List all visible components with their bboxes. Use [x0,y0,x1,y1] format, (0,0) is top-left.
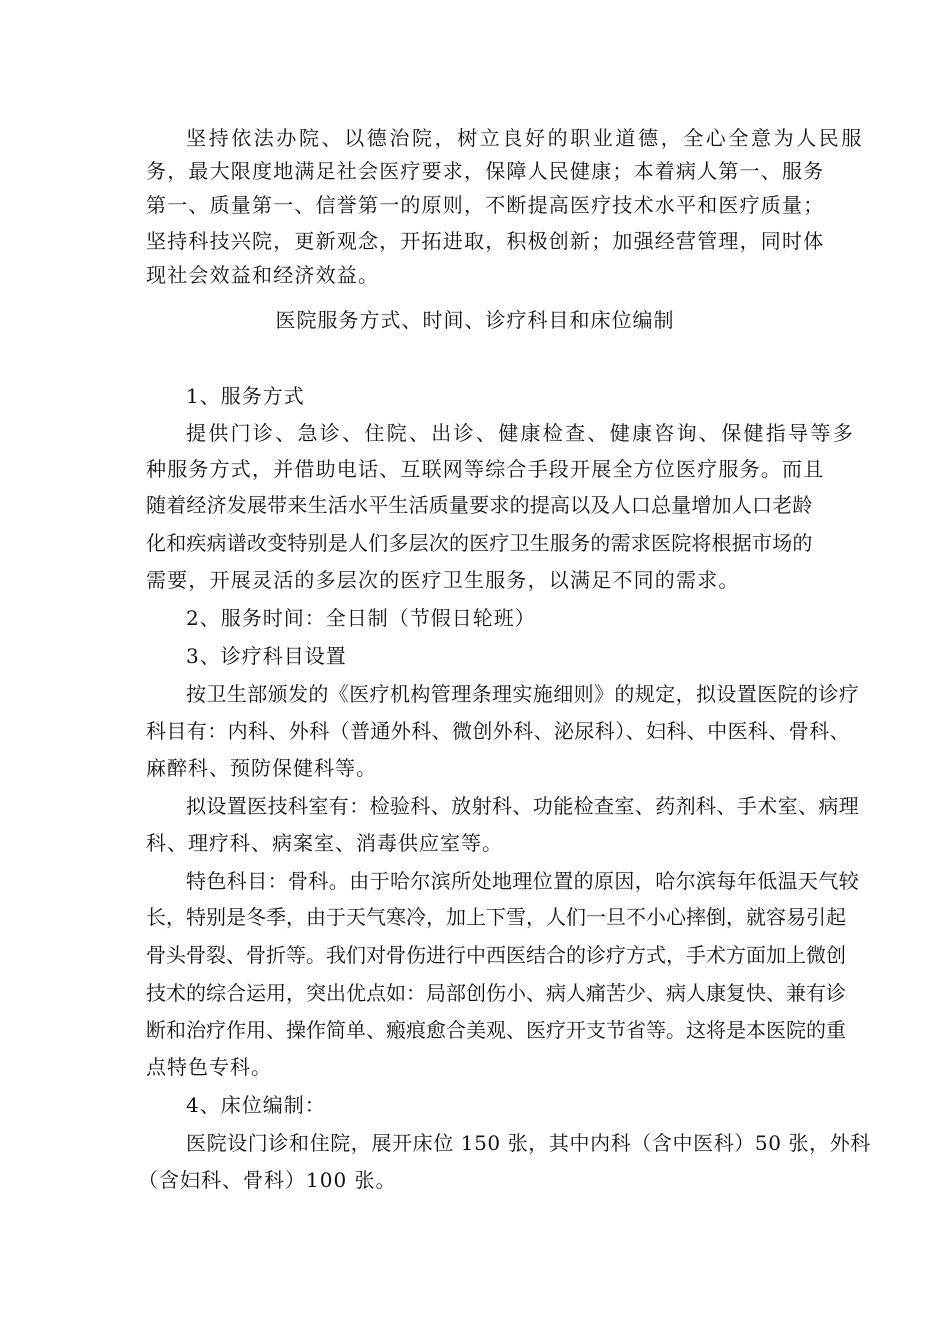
intro-line-4: 坚持科技兴院，更新观念，开拓进取，积极创新；加强经营管理，同时体 [146,229,825,253]
featured-line-5: 断和治疗作用、操作简单、瘢痕愈合美观、医疗开支节省等。这将是本医院的重 [146,1018,846,1042]
service-mode-line-3: 随着经济发展带来生活水平生活质量要求的提高以及人口总量增加人口老龄 [146,493,813,517]
intro-line-3: 第一、质量第一、信誉第一的原则，不断提高医疗技术水平和医疗质量； [146,193,825,217]
service-mode-line-2: 种服务方式，并借助电话、互联网等综合手段开展全方位医疗服务。而且 [146,457,825,481]
beds-heading: 4、床位编制： [186,1093,326,1117]
medtech-line-1: 拟设置医技科室有：检验科、放射科、功能检查室、药剂科、手术室、病理 [186,794,860,818]
featured-line-6: 点特色专科。 [146,1055,272,1079]
intro-line-2: 务，最大限度地满足社会医疗要求，保障人民健康；本着病人第一、服务 [146,159,825,183]
service-mode-line-4: 化和疾病谱改变特别是人们多层次的医疗卫生服务的需求医院将根据市场的 [146,531,813,555]
featured-line-3: 骨头骨裂、骨折等。我们对骨伤进行中西医结合的诊疗方式，手术方面加上微创 [146,943,846,967]
beds-line-2: （含妇科、骨科）100 张。 [138,1168,397,1192]
clinical-line-2: 科目有：内科、外科（普通外科、微创外科、泌尿科）、妇科、中医科、骨科、 [146,719,850,743]
featured-line-2: 长，特别是冬季，由于天气寒冷，加上下雪，人们一旦不小心摔倒，就容易引起 [146,905,846,929]
service-mode-line-5: 需要，开展灵活的多层次的医疗卫生服务，以满足不同的需求。 [146,568,740,592]
intro-line-5: 现社会效益和经济效益。 [146,263,380,287]
beds-line-1: 医院设门诊和住院，展开床位 150 张，其中内科（含中医科）50 张，外科 [186,1131,871,1155]
section-title: 医院服务方式、时间、诊疗科目和床位编制 [275,308,675,332]
service-mode-line-1: 提供门诊、急诊、住院、出诊、健康检查、健康咨询、保健指导等多 [186,421,855,445]
clinical-line-3: 麻醉科、预防保健科等。 [146,756,377,780]
medtech-line-2: 科、理疗科、病案室、消毒供应室等。 [146,831,503,855]
clinical-line-1: 按卫生部颁发的《医疗机构管理条理实施细则》的规定，拟设置医院的诊疗 [186,682,860,706]
featured-line-4: 技术的综合运用，突出优点如：局部创伤小、病人痛苦少、病人康复快、兼有诊 [146,981,846,1005]
featured-line-1: 特色科目：骨科。由于哈尔滨所处地理位置的原因，哈尔滨每年低温天气较 [186,869,860,893]
service-time-heading: 2、服务时间：全日制（节假日轮班） [186,606,536,630]
intro-line-1: 坚持依法办院、以德治院，树立良好的职业道德，全心全意为人民服 [186,126,864,150]
service-mode-heading: 1、服务方式 [186,384,305,408]
departments-heading: 3、诊疗科目设置 [186,644,347,668]
